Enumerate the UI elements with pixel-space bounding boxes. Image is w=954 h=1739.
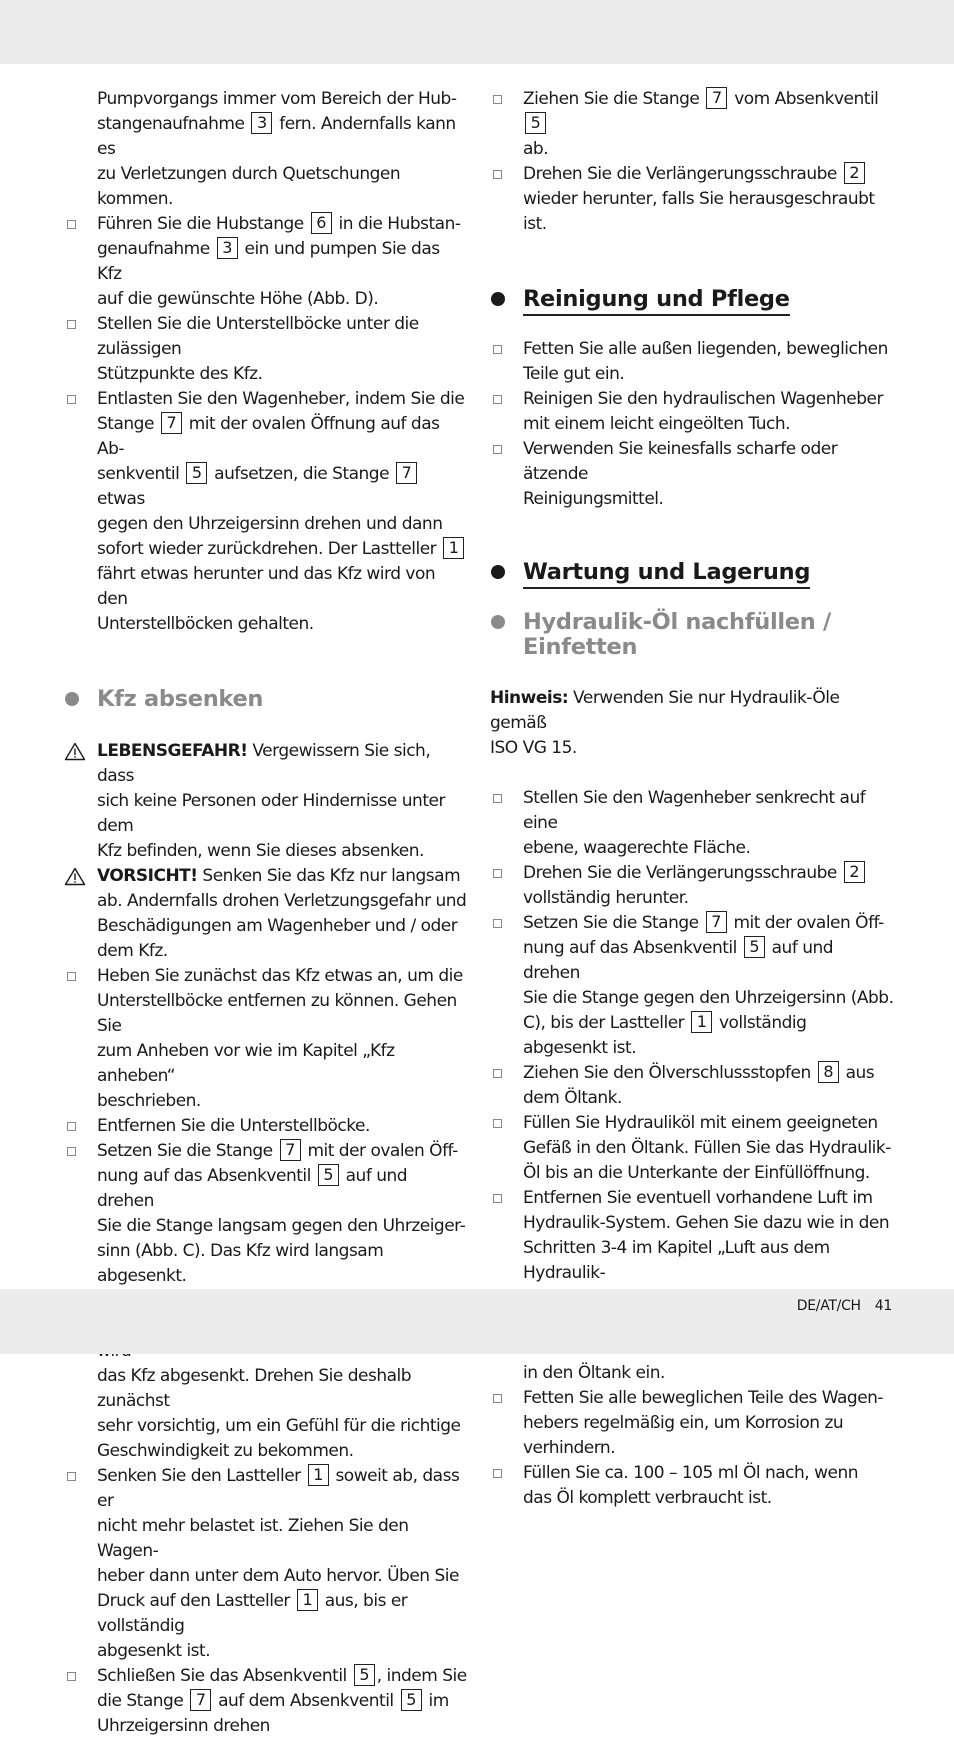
- section-heading-kfz-absenken: Kfz absenken: [64, 687, 468, 712]
- bullet-box-icon: [493, 345, 502, 354]
- bullet-box-icon: [67, 1672, 76, 1681]
- part-number: 8: [818, 1061, 839, 1083]
- list-item: Setzen Sie die Stange 7 mit der ovalen Öff- nung auf das Absenkventil 5 auf und drehen Sie die Stange gegen den Uhrzeigersinn (Abb. C), bis der Lastteller 1 vollständig abgesenkt ist.: [490, 911, 894, 1061]
- part-number: 1: [308, 1464, 329, 1486]
- part-number: 5: [401, 1689, 422, 1711]
- list-item: Entfernen Sie eventuell vorhandene Luft im Hydraulik-System. Gehen Sie dazu wie in den Schritten 3-4 im Kapitel „Luft aus dem Hydraulik-: [490, 1186, 894, 1311]
- list-item: Führen Sie die Hubstange 6 in die Hubstan- genaufnahme 3 ein und pumpen Sie das Kfz auf die gewünschte Höhe (Abb. D).: [64, 212, 468, 312]
- heading-bullet-icon: [65, 692, 79, 706]
- list-item: Verwenden Sie keinesfalls scharfe oder ätzende Reinigungsmittel.: [490, 437, 894, 512]
- bullet-box-icon: [493, 1469, 502, 1478]
- bullet-box-icon: [493, 395, 502, 404]
- list-item: Entfernen Sie die Unterstellböcke.: [64, 1114, 468, 1139]
- bullet-box-icon: [493, 445, 502, 454]
- heading-bullet-icon: [491, 565, 505, 579]
- list-item: Reinigen Sie den hydraulischen Wagenheber mit einem leicht eingeölten Tuch.: [490, 387, 894, 437]
- list-item: Ziehen Sie die Stange 7 vom Absenkventil 5 ab.: [490, 87, 894, 162]
- list-item: Schließen Sie das Absenkventil 5 , indem Sie die Stange 7 auf dem Absenkventil 5 im Uhrzeigersinn drehen: [64, 1664, 468, 1739]
- list-item: Stellen Sie den Wagenheber senkrecht auf eine ebene, waagerechte Fläche.: [490, 786, 894, 861]
- part-number: 7: [161, 412, 182, 434]
- part-number: 7: [396, 462, 417, 484]
- list-item: Füllen Sie Hydrauliköl mit einem geeigneten Gefäß in den Öltank. Füllen Sie das Hydraulik- Öl bis an die Unterkante der Einfüllöffnung.: [490, 1111, 894, 1186]
- part-number: 5: [744, 936, 765, 958]
- list-item: Heben Sie zunächst das Kfz etwas an, um die Unterstellböcke entfernen zu können. Gehen Sie zum Anheben vor wie im Kapitel „Kfz anheben“ beschrieben.: [64, 964, 468, 1114]
- part-number: 5: [186, 462, 207, 484]
- list-item: Füllen Sie ca. 100 – 105 ml Öl nach, wenn das Öl komplett verbraucht ist.: [490, 1461, 894, 1511]
- page-number: 41: [874, 1298, 892, 1314]
- part-number: 7: [706, 87, 727, 109]
- part-number: 3: [217, 237, 238, 259]
- bullet-box-icon: [493, 1194, 502, 1203]
- bullet-box-icon: [67, 1147, 76, 1156]
- bullet-box-icon: [67, 220, 76, 229]
- list-item: Fetten Sie alle außen liegenden, beweglichen Teile gut ein.: [490, 337, 894, 387]
- list-item: in den Öltank ein.: [490, 1311, 894, 1386]
- list-item: Setzen Sie die Stange 7 mit der ovalen Öff- nung auf das Absenkventil 5 auf und drehen Sie die Stange langsam gegen den Uhrzeiger- sinn (Abb. C). Das Kfz wird langsam abgesenkt. das Kfz abgesenkt. Drehen Sie deshalb zunächst sehr vorsichtig, um ein Gefühl für die richtige Geschwindigkeit zu bekommen.: [64, 1139, 468, 1464]
- list-item: Fetten Sie alle beweglichen Teile des Wagen- hebers regelmäßig ein, um Korrosion zu verhindern.: [490, 1386, 894, 1461]
- section-heading-wartung: Wartung und Lagerung: [490, 560, 894, 585]
- part-number: 7: [190, 1689, 211, 1711]
- list-item: Drehen Sie die Verlängerungsschraube 2 vollständig herunter.: [490, 861, 894, 911]
- part-number: 5: [318, 1164, 339, 1186]
- bullet-box-icon: [493, 95, 502, 104]
- bullet-box-icon: [493, 869, 502, 878]
- part-number: 2: [844, 861, 865, 883]
- note-paragraph: Hinweis: Verwenden Sie nur Hydraulik-Öle gemäß ISO VG 15.: [490, 688, 840, 758]
- left-column: [64, 87, 468, 1739]
- warning-triangle-icon: [64, 867, 86, 886]
- bullet-box-icon: [493, 1119, 502, 1128]
- section-heading-reinigung: Reinigung und Pflege: [490, 287, 894, 312]
- bullet-box-icon: [67, 320, 76, 329]
- part-number: 7: [280, 1139, 301, 1161]
- warning-caution: VORSICHT! Senken Sie das Kfz nur langsam ab. Andernfalls drohen Verletzungsgefahr und Beschädigungen am Wagenheber und / oder dem Kfz.: [64, 864, 468, 964]
- list-item: Entlasten Sie den Wagenheber, indem Sie die Stange 7 mit der ovalen Öffnung auf das Ab- senkventil 5 aufsetzen, die Stange 7 etwas gegen den Uhrzeigersinn drehen und dann sofort wieder zurückdrehen. Der Lastteller 1 fährt etwas herunter und das Kfz wird von den Unterstellböcken gehalten.: [64, 387, 468, 637]
- part-number: 1: [297, 1589, 318, 1611]
- bullet-box-icon: [67, 1472, 76, 1481]
- heading-bullet-icon: [491, 615, 505, 629]
- bullet-box-icon: [493, 794, 502, 803]
- top-band: [0, 0, 954, 64]
- bullet-box-icon: [493, 919, 502, 928]
- heading-bullet-icon: [491, 292, 505, 306]
- warning-danger: LEBENSGEFAHR! Vergewissern Sie sich, dass sich keine Personen oder Hindernisse unter dem Kfz befinden, wenn Sie dieses absenken.: [64, 739, 468, 864]
- part-number: 5: [525, 112, 546, 134]
- list-item: Senken Sie den Lastteller 1 soweit ab, dass er nicht mehr belastet ist. Ziehen Sie den Wagen- heber dann unter dem Auto hervor. Üben Sie Druck auf den Lastteller 1 aus, bis er vollständig abgesenkt ist.: [64, 1464, 468, 1664]
- list-item: Ziehen Sie den Ölverschlussstopfen 8 aus dem Öltank.: [490, 1061, 894, 1111]
- page-footer: [783, 1298, 892, 1314]
- footer-region: DE/AT/CH: [796, 1298, 861, 1314]
- part-number: 3: [251, 112, 272, 134]
- bullet-box-icon: [493, 170, 502, 179]
- bullet-box-icon: [493, 1069, 502, 1078]
- bullet-box-icon: [67, 972, 76, 981]
- part-number: 1: [691, 1011, 712, 1033]
- part-number: 6: [311, 212, 332, 234]
- part-number: 7: [706, 911, 727, 933]
- part-number: 1: [443, 537, 464, 559]
- section-heading-hydraulik: Hydraulik-Öl nachfüllen / Einfetten: [490, 610, 894, 660]
- list-item: Stellen Sie die Unterstellböcke unter die zulässigen Stützpunkte des Kfz.: [64, 312, 468, 387]
- bullet-box-icon: [67, 395, 76, 404]
- paragraph-continued: Pumpvorgangs immer vom Bereich der Hub- stangenaufnahme 3 fern. Andernfalls kann es zu Verletzungen durch Quetschungen kommen.: [97, 89, 457, 209]
- bullet-box-icon: [493, 1394, 502, 1403]
- list-item: Drehen Sie die Verlängerungsschraube 2 wieder herunter, falls Sie herausgeschraubt ist.: [490, 162, 894, 237]
- part-number: 5: [354, 1664, 375, 1686]
- warning-triangle-icon: [64, 742, 86, 761]
- part-number: 2: [844, 162, 865, 184]
- bullet-box-icon: [67, 1122, 76, 1131]
